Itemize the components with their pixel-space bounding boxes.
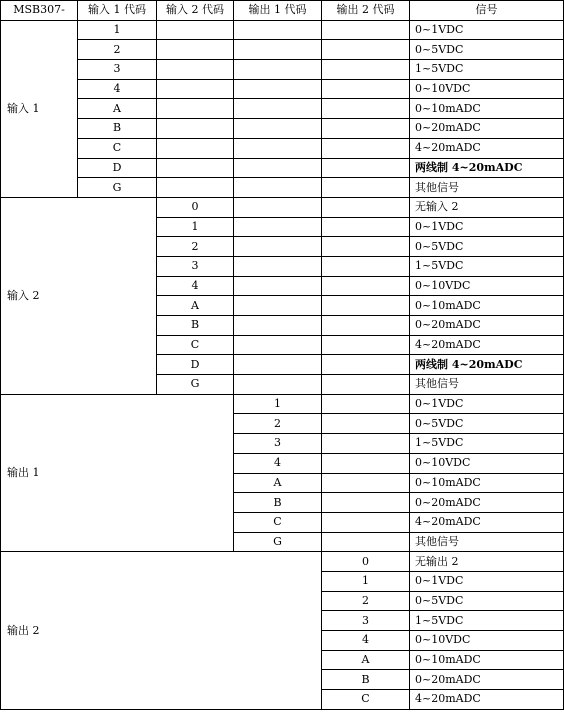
- signal-cell: 两线制 4~20mADC: [410, 355, 564, 375]
- empty-cell: [157, 178, 234, 198]
- code-cell: B: [157, 316, 234, 336]
- signal-cell: 4~20mADC: [410, 138, 564, 158]
- code-cell: C: [78, 138, 157, 158]
- code-cell: 1: [322, 571, 410, 591]
- empty-cell: [234, 40, 322, 60]
- empty-cell: [322, 197, 410, 217]
- empty-cell: [234, 296, 322, 316]
- signal-cell: 0~5VDC: [410, 40, 564, 60]
- empty-cell: [322, 335, 410, 355]
- signal-cell: 0~10mADC: [410, 296, 564, 316]
- empty-cell: [234, 20, 322, 40]
- group-label-output-1: 输出 1: [1, 394, 234, 552]
- signal-cell: 0~5VDC: [410, 414, 564, 434]
- empty-cell: [157, 99, 234, 119]
- empty-cell: [322, 394, 410, 414]
- empty-cell: [322, 355, 410, 375]
- signal-cell: 其他信号: [410, 178, 564, 198]
- empty-cell: [234, 237, 322, 257]
- header-input2-code: 输入 2 代码: [157, 1, 234, 21]
- code-cell: 3: [157, 256, 234, 276]
- signal-cell: 0~20mADC: [410, 493, 564, 513]
- header-input1-code: 输入 1 代码: [78, 1, 157, 21]
- table-row: [1, 99, 564, 119]
- empty-cell: [322, 40, 410, 60]
- empty-cell: [234, 217, 322, 237]
- empty-cell: [322, 20, 410, 40]
- header-row: [1, 1, 564, 21]
- code-cell: A: [322, 650, 410, 670]
- empty-cell: [322, 79, 410, 99]
- header-output1-code: 输出 1 代码: [234, 1, 322, 21]
- empty-cell: [322, 119, 410, 139]
- empty-cell: [322, 296, 410, 316]
- signal-cell: 0~10VDC: [410, 79, 564, 99]
- code-cell: 0: [157, 197, 234, 217]
- empty-cell: [234, 316, 322, 336]
- signal-cell: 1~5VDC: [410, 434, 564, 454]
- empty-cell: [322, 276, 410, 296]
- table-row: [1, 552, 564, 572]
- signal-cell: 无输出 2: [410, 552, 564, 572]
- empty-cell: [234, 99, 322, 119]
- code-cell: 2: [157, 237, 234, 257]
- signal-cell: 4~20mADC: [410, 512, 564, 532]
- signal-cell: 0~1VDC: [410, 394, 564, 414]
- code-cell: 4: [78, 79, 157, 99]
- code-cell: A: [157, 296, 234, 316]
- code-cell: 2: [78, 40, 157, 60]
- table-row: [1, 40, 564, 60]
- empty-cell: [322, 237, 410, 257]
- code-cell: 3: [322, 611, 410, 631]
- signal-cell: 其他信号: [410, 375, 564, 395]
- empty-cell: [234, 138, 322, 158]
- header-output2-code: 输出 2 代码: [322, 1, 410, 21]
- code-cell: C: [157, 335, 234, 355]
- empty-cell: [234, 335, 322, 355]
- signal-cell: 0~1VDC: [410, 20, 564, 40]
- empty-cell: [157, 20, 234, 40]
- empty-cell: [322, 453, 410, 473]
- code-cell: 4: [322, 631, 410, 651]
- group-label-output-2: 输出 2: [1, 552, 322, 710]
- signal-cell: 0~5VDC: [410, 237, 564, 257]
- signal-cell: 0~10mADC: [410, 650, 564, 670]
- code-cell: 2: [234, 414, 322, 434]
- table-row: [1, 178, 564, 198]
- empty-cell: [322, 493, 410, 513]
- signal-cell: 0~10VDC: [410, 453, 564, 473]
- signal-cell: 1~5VDC: [410, 60, 564, 80]
- empty-cell: [157, 40, 234, 60]
- empty-cell: [322, 256, 410, 276]
- code-cell: C: [234, 512, 322, 532]
- signal-cell: 0~1VDC: [410, 217, 564, 237]
- table-row: [1, 119, 564, 139]
- empty-cell: [234, 119, 322, 139]
- group-label-input-1: 输入 1: [1, 20, 78, 197]
- empty-cell: [322, 532, 410, 552]
- empty-cell: [234, 355, 322, 375]
- header-signal: 信号: [410, 1, 564, 21]
- code-cell: 4: [234, 453, 322, 473]
- empty-cell: [322, 434, 410, 454]
- empty-cell: [322, 414, 410, 434]
- signal-cell: 1~5VDC: [410, 611, 564, 631]
- code-cell: D: [157, 355, 234, 375]
- code-cell: 3: [234, 434, 322, 454]
- empty-cell: [157, 79, 234, 99]
- code-cell: B: [234, 493, 322, 513]
- empty-cell: [322, 138, 410, 158]
- code-cell: 0: [322, 552, 410, 572]
- signal-cell: 0~5VDC: [410, 591, 564, 611]
- code-cell: G: [78, 178, 157, 198]
- signal-cell: 0~1VDC: [410, 571, 564, 591]
- empty-cell: [322, 375, 410, 395]
- empty-cell: [234, 178, 322, 198]
- code-cell: C: [322, 690, 410, 710]
- table-row: [1, 20, 564, 40]
- code-cell: 1: [78, 20, 157, 40]
- code-cell: B: [322, 670, 410, 690]
- signal-cell: 其他信号: [410, 532, 564, 552]
- signal-cell: 0~10VDC: [410, 276, 564, 296]
- code-cell: 1: [157, 217, 234, 237]
- code-cell: A: [234, 473, 322, 493]
- header-model: MSB307-: [1, 1, 78, 21]
- signal-cell: 0~20mADC: [410, 670, 564, 690]
- empty-cell: [234, 256, 322, 276]
- signal-cell: 0~10mADC: [410, 473, 564, 493]
- group-label-input-2: 输入 2: [1, 197, 157, 394]
- signal-cell: 0~20mADC: [410, 316, 564, 336]
- code-cell: G: [157, 375, 234, 395]
- code-cell: 4: [157, 276, 234, 296]
- code-cell: 1: [234, 394, 322, 414]
- signal-cell: 0~20mADC: [410, 119, 564, 139]
- empty-cell: [322, 158, 410, 178]
- empty-cell: [234, 197, 322, 217]
- empty-cell: [322, 316, 410, 336]
- code-cell: G: [234, 532, 322, 552]
- table-row: [1, 394, 564, 414]
- empty-cell: [234, 158, 322, 178]
- signal-cell: 无输入 2: [410, 197, 564, 217]
- signal-cell: 0~10mADC: [410, 99, 564, 119]
- code-cell: 3: [78, 60, 157, 80]
- empty-cell: [234, 60, 322, 80]
- signal-cell: 两线制 4~20mADC: [410, 158, 564, 178]
- empty-cell: [322, 473, 410, 493]
- table-row: [1, 197, 564, 217]
- empty-cell: [322, 60, 410, 80]
- signal-cell: 4~20mADC: [410, 690, 564, 710]
- table-body: [1, 20, 564, 709]
- empty-cell: [322, 217, 410, 237]
- signal-cell: 0~10VDC: [410, 631, 564, 651]
- code-cell: B: [78, 119, 157, 139]
- empty-cell: [157, 158, 234, 178]
- empty-cell: [322, 512, 410, 532]
- table-row: [1, 158, 564, 178]
- signal-cell: 4~20mADC: [410, 335, 564, 355]
- table-row: [1, 138, 564, 158]
- empty-cell: [322, 99, 410, 119]
- table-row: [1, 79, 564, 99]
- empty-cell: [234, 276, 322, 296]
- empty-cell: [157, 138, 234, 158]
- empty-cell: [234, 79, 322, 99]
- signal-cell: 1~5VDC: [410, 256, 564, 276]
- empty-cell: [157, 60, 234, 80]
- code-cell: A: [78, 99, 157, 119]
- table-row: [1, 60, 564, 80]
- empty-cell: [157, 119, 234, 139]
- empty-cell: [322, 178, 410, 198]
- empty-cell: [234, 375, 322, 395]
- code-cell: D: [78, 158, 157, 178]
- code-cell: 2: [322, 591, 410, 611]
